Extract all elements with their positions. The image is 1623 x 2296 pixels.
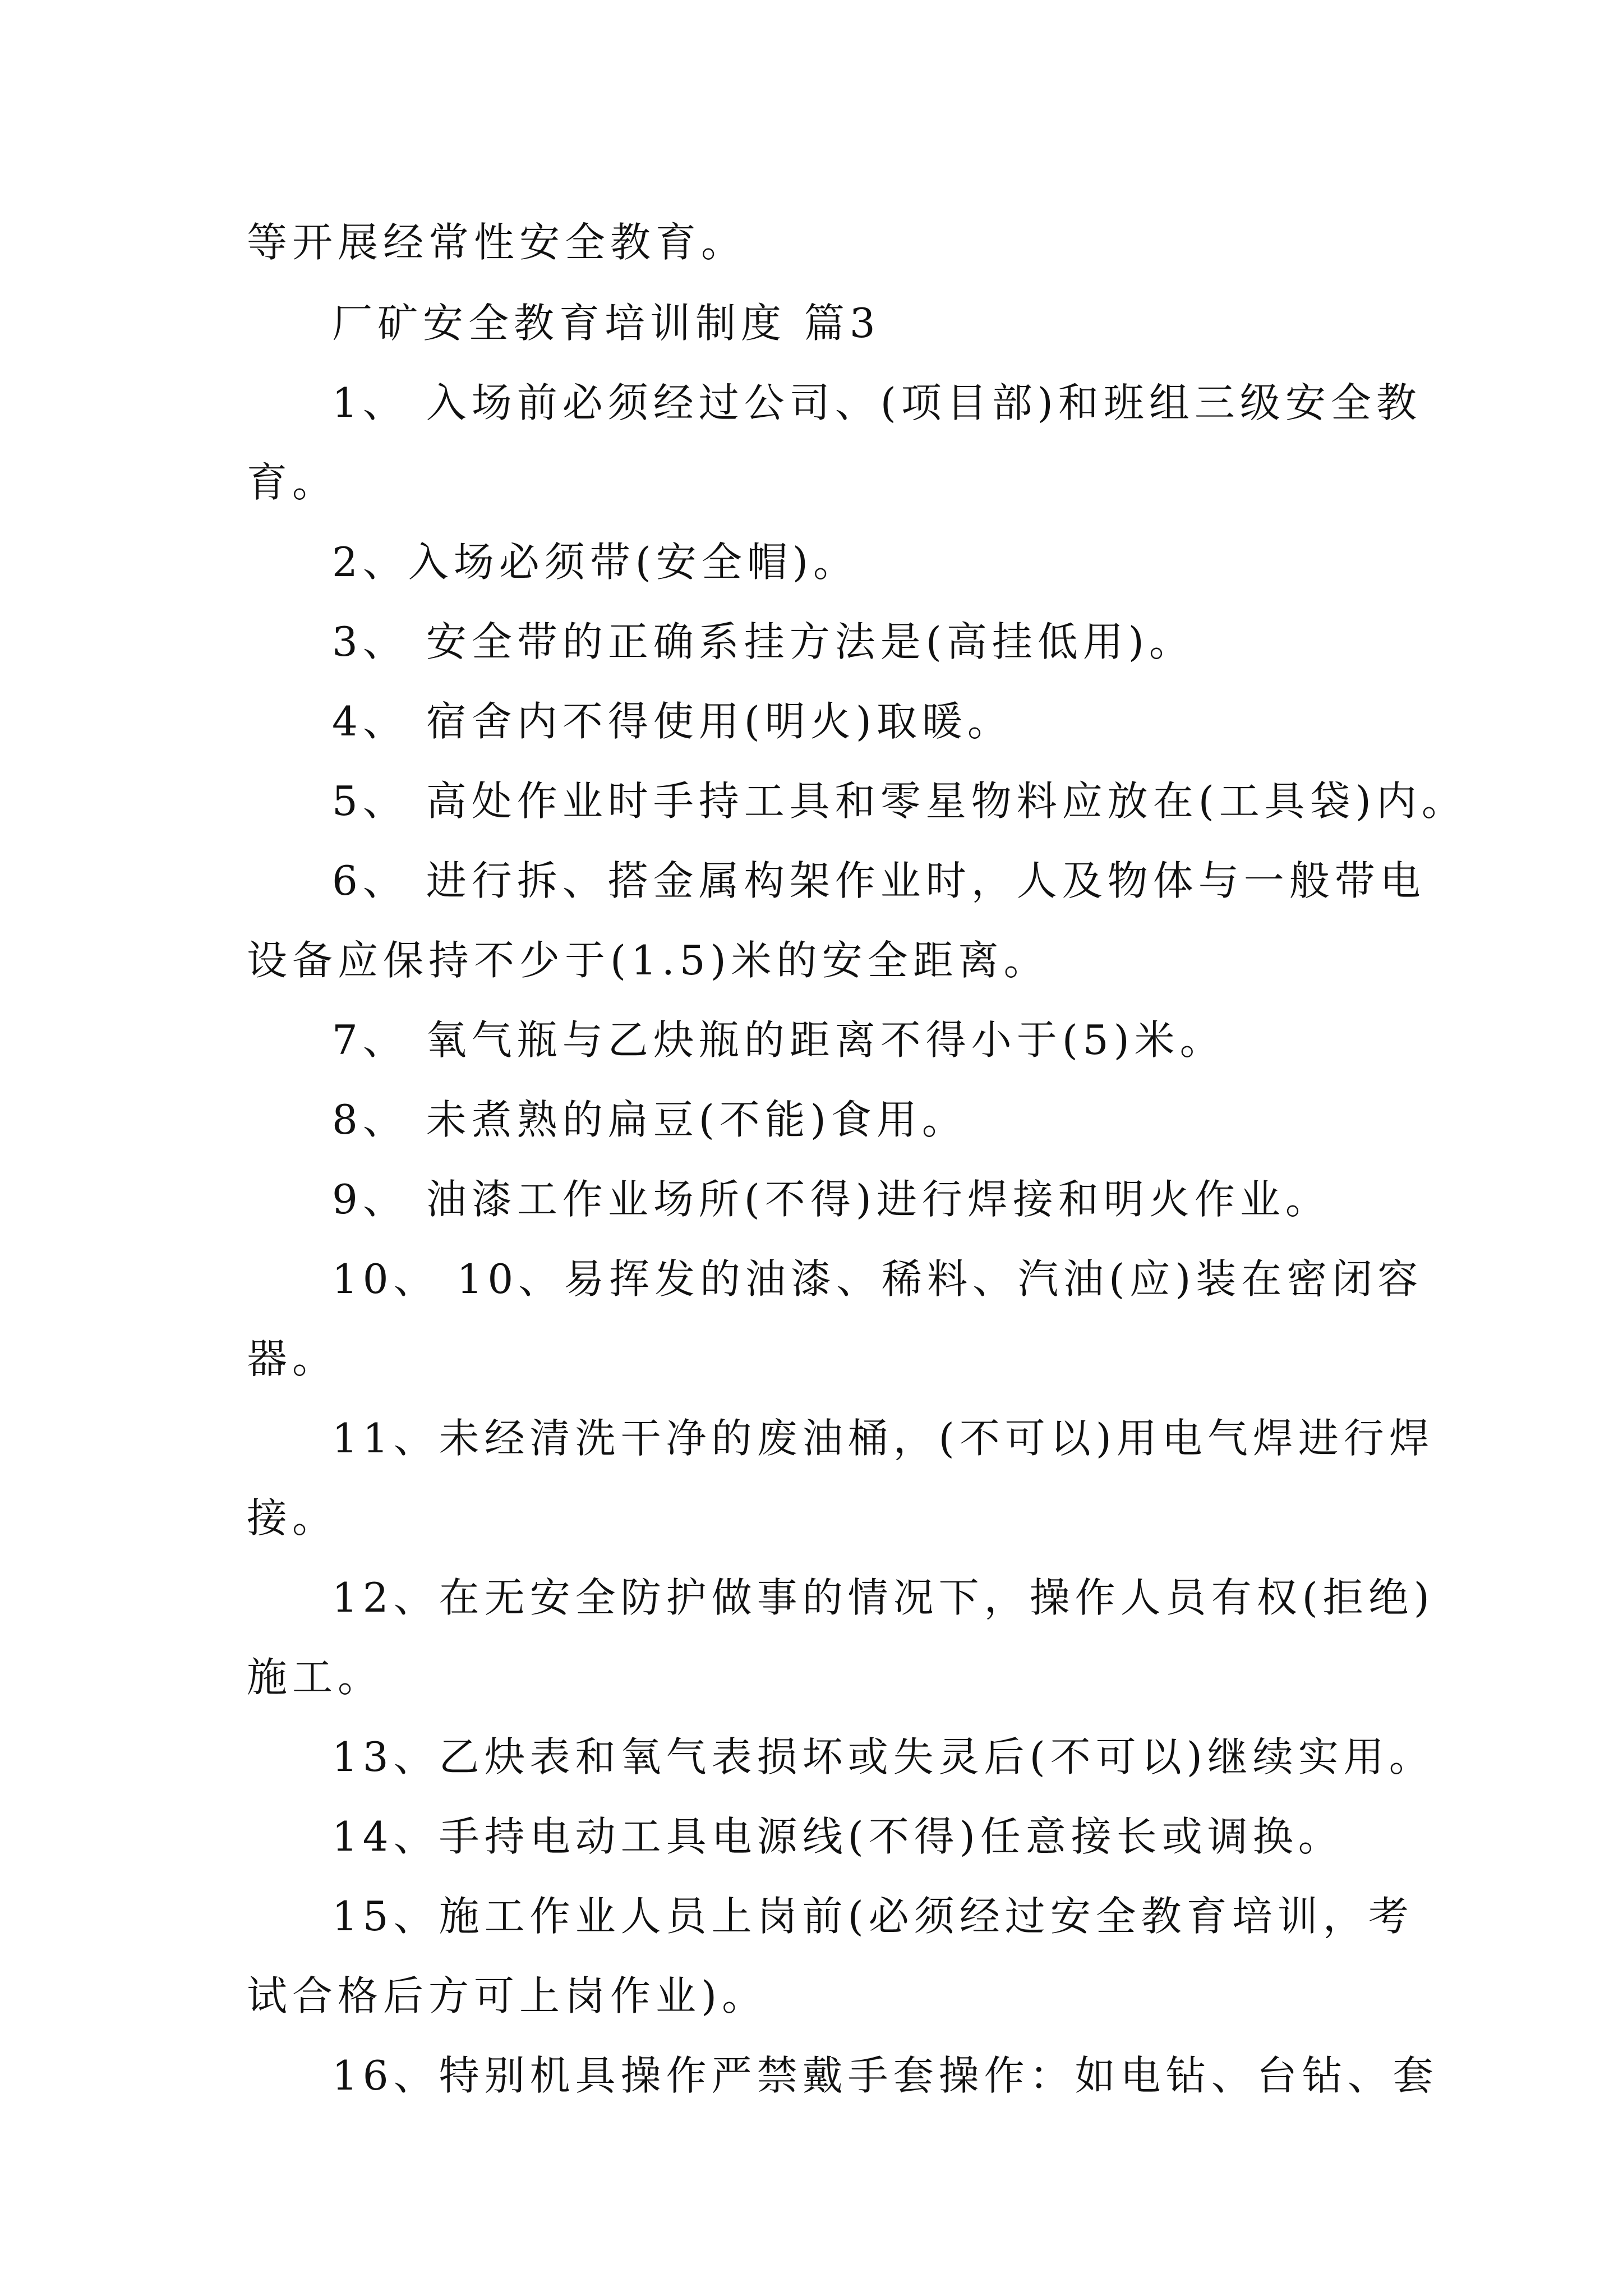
text-line: 育。	[247, 459, 338, 506]
section-heading: 厂矿安全教育培训制度 篇3	[332, 300, 880, 347]
text-line: 6、 进行拆、搭金属构架作业时，人及物体与一般带电	[332, 857, 1426, 904]
text-line: 15、施工作业人员上岗前(必须经过安全教育培训，考	[332, 1893, 1414, 1940]
text-line: 2、入场必须带(安全帽)。	[332, 539, 859, 586]
text-line: 接。	[247, 1494, 338, 1542]
text-line: 11、未经清洗干净的废油桶，(不可以)用电气焊进行焊	[332, 1415, 1435, 1462]
text-line: 试合格后方可上岗作业)。	[247, 1972, 768, 2019]
text-line: 施工。	[247, 1654, 384, 1701]
text-line: 设备应保持不少于(1.5)米的安全距离。	[247, 937, 1049, 984]
text-line: 器。	[247, 1335, 338, 1382]
text-line: 5、 高处作业时手持工具和零星物料应放在(工具袋)内。	[332, 777, 1467, 825]
text-line: 3、 安全带的正确系挂方法是(高挂低用)。	[332, 618, 1195, 665]
text-line: 4、 宿舍内不得使用(明火)取暖。	[332, 698, 1013, 745]
text-line: 13、乙炔表和氧气表损坏或失灵后(不可以)继续实用。	[332, 1733, 1435, 1780]
text-line: 9、 油漆工作业场所(不得)进行焊接和明火作业。	[332, 1176, 1331, 1223]
text-line: 1、 入场前必须经过公司、(项目部)和班组三级安全教	[332, 379, 1422, 426]
text-line: 10、 10、易挥发的油漆、稀料、汽油(应)装在密闭容	[332, 1255, 1423, 1303]
text-line: 12、在无安全防护做事的情况下，操作人员有权(拒绝)	[332, 1574, 1435, 1621]
text-line: 14、手持电动工具电源线(不得)任意接长或调换。	[332, 1813, 1344, 1860]
text-line: 8、 未煮熟的扁豆(不能)食用。	[332, 1096, 967, 1143]
text-line: 等开展经常性安全教育。	[247, 219, 747, 266]
text-line: 7、 氧气瓶与乙炔瓶的距离不得小于(5)米。	[332, 1016, 1225, 1064]
text-line: 16、特别机具操作严禁戴手套操作：如电钻、台钻、套	[332, 2052, 1438, 2099]
